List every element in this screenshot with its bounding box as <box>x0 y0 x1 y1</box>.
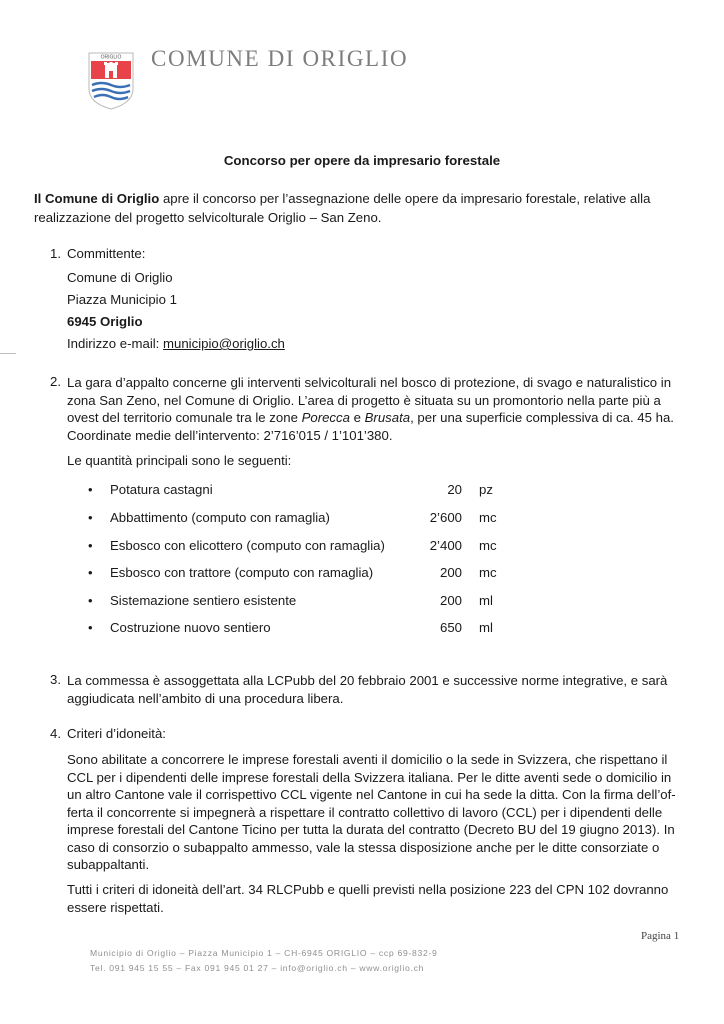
email-label: Indirizzo e-mail: <box>67 336 164 351</box>
section-4-paragraph-2: Tutti i criteri di idoneità dell’art. 34 RLCPubb e quelli previsti nella posizione 223 del CPN 102 dovranno essere rispettati. <box>67 882 669 915</box>
quantity-unit: mc <box>479 538 497 553</box>
intro-text: apre il concorso per l’assegnazione delle opere da impresario forestale, relative alla realizzazione del progetto selvicolturale Origlio – San Zeno. <box>34 191 651 225</box>
logo-label: ORIGLIO <box>100 54 122 61</box>
quantity-unit: mc <box>479 565 497 580</box>
bullet-icon: • <box>88 510 93 525</box>
quantity-label: Potatura castagni <box>110 482 213 497</box>
quantity-value: 2’600 <box>429 510 462 525</box>
quantity-unit: ml <box>479 593 493 608</box>
section-2-text-b: , per una superficie complessiva di ca. 45 ha. Coordinate medie dell’intervento: 2’716’015 / 1’101’380. <box>67 410 674 443</box>
footer-address: Municipio di Origlio – Piazza Municipio 1 – CH-6945 ORIGLIO – ccp 69-832-9 <box>90 948 438 958</box>
footer-contacts: Tel. 091 945 15 55 – Fax 091 945 01 27 – info@origlio.ch – www.origlio.ch <box>90 963 425 973</box>
section-4-number: 4. <box>50 726 61 741</box>
client-email-line <box>67 336 285 351</box>
client-name: Comune di Origlio <box>67 270 173 285</box>
margin-fold-mark <box>0 353 16 354</box>
bullet-icon: • <box>88 482 93 497</box>
section-2-paragraph <box>67 374 685 444</box>
intro-bold: Il Comune di Origlio <box>34 191 160 206</box>
section-3-paragraph: La commessa è assoggettata alla LCPubb del 20 febbraio 2001 e successive norme integrative, e sarà aggiudicata nell’ambito di una procedura libera. <box>67 673 668 706</box>
bullet-icon: • <box>88 538 93 553</box>
bullet-icon: • <box>88 593 93 608</box>
client-street: Piazza Municipio 1 <box>67 292 177 307</box>
quantity-value: 650 <box>439 620 462 635</box>
quantity-unit: mc <box>479 510 497 525</box>
quantity-value: 20 <box>447 482 462 497</box>
quantity-unit: pz <box>479 482 493 497</box>
quantities-intro: Le quantità principali sono le seguenti: <box>67 453 292 468</box>
email-link[interactable]: municipio@origlio.ch <box>163 336 285 351</box>
quantity-label: Esbosco con trattore (computo con ramaglia) <box>110 565 374 580</box>
zone-brusata: Brusata <box>364 410 411 425</box>
section-1-heading: Committente: <box>67 246 146 261</box>
municipality-name: COMUNE DI ORIGLIO <box>151 46 409 71</box>
quantity-label: Costruzione nuovo sentiero <box>110 620 271 635</box>
quantity-label: Esbosco con elicottero (computo con ramaglia) <box>110 538 385 553</box>
quantity-label: Abbattimento (computo con ramaglia) <box>110 510 330 525</box>
section-1-number: 1. <box>50 246 61 261</box>
page-number: Pagina 1 <box>641 930 680 942</box>
client-city: 6945 Origlio <box>67 314 143 329</box>
coat-of-arms-logo <box>87 51 135 111</box>
quantity-value: 200 <box>439 593 462 608</box>
document-title: Concorso per opere da impresario forestale <box>223 153 501 168</box>
quantity-unit: ml <box>479 620 493 635</box>
bullet-icon: • <box>88 620 93 635</box>
quantity-label: Sistemazione sentiero esistente <box>110 593 297 608</box>
quantity-value: 2’400 <box>429 538 462 553</box>
section-2-conjunction: e <box>349 410 365 425</box>
quantity-value: 200 <box>439 565 462 580</box>
section-2-number: 2. <box>50 374 61 389</box>
section-3-number: 3. <box>50 672 61 687</box>
section-4-paragraph-1: Sono abilitate a concorrere le imprese forestali aventi il domicilio o la sede in Svizzera, che rispettano il CCL per i dipendenti delle imprese forestali della Svizzera italiana. Per le ditte aventi sede o domicilio in un altro Cantone vale il corrispettivo CCL vigente nel Cantone in cui ha sede la ditta. Con la firma dell’of-ferta il concorrente si impegnerà a rispettare il contratto collettivo di lavoro (CCL) per i dipendenti delle imprese forestali del Cantone Ticino per tutta la durata del contratto (Decreto BU del 19 giugno 2013). In caso di consorzio o subappalto ammesso, vale la stessa disposizione anche per le ditte consorziate o subappaltanti. <box>67 752 676 872</box>
zone-porecca: Porecca <box>301 410 350 425</box>
bullet-icon: • <box>88 565 93 580</box>
section-2-text-a: La gara d’appalto concerne gli interventi selvicolturali nel bosco di protezione, di svago e naturalistico in zona San Zeno, nel Comune di Origlio. L’area di progetto è situata su un promontorio nella parte più a ovest del territorio comunale tra le zone <box>67 375 672 425</box>
intro-paragraph <box>34 189 684 227</box>
section-4-heading: Criteri d’idoneità: <box>67 726 166 741</box>
